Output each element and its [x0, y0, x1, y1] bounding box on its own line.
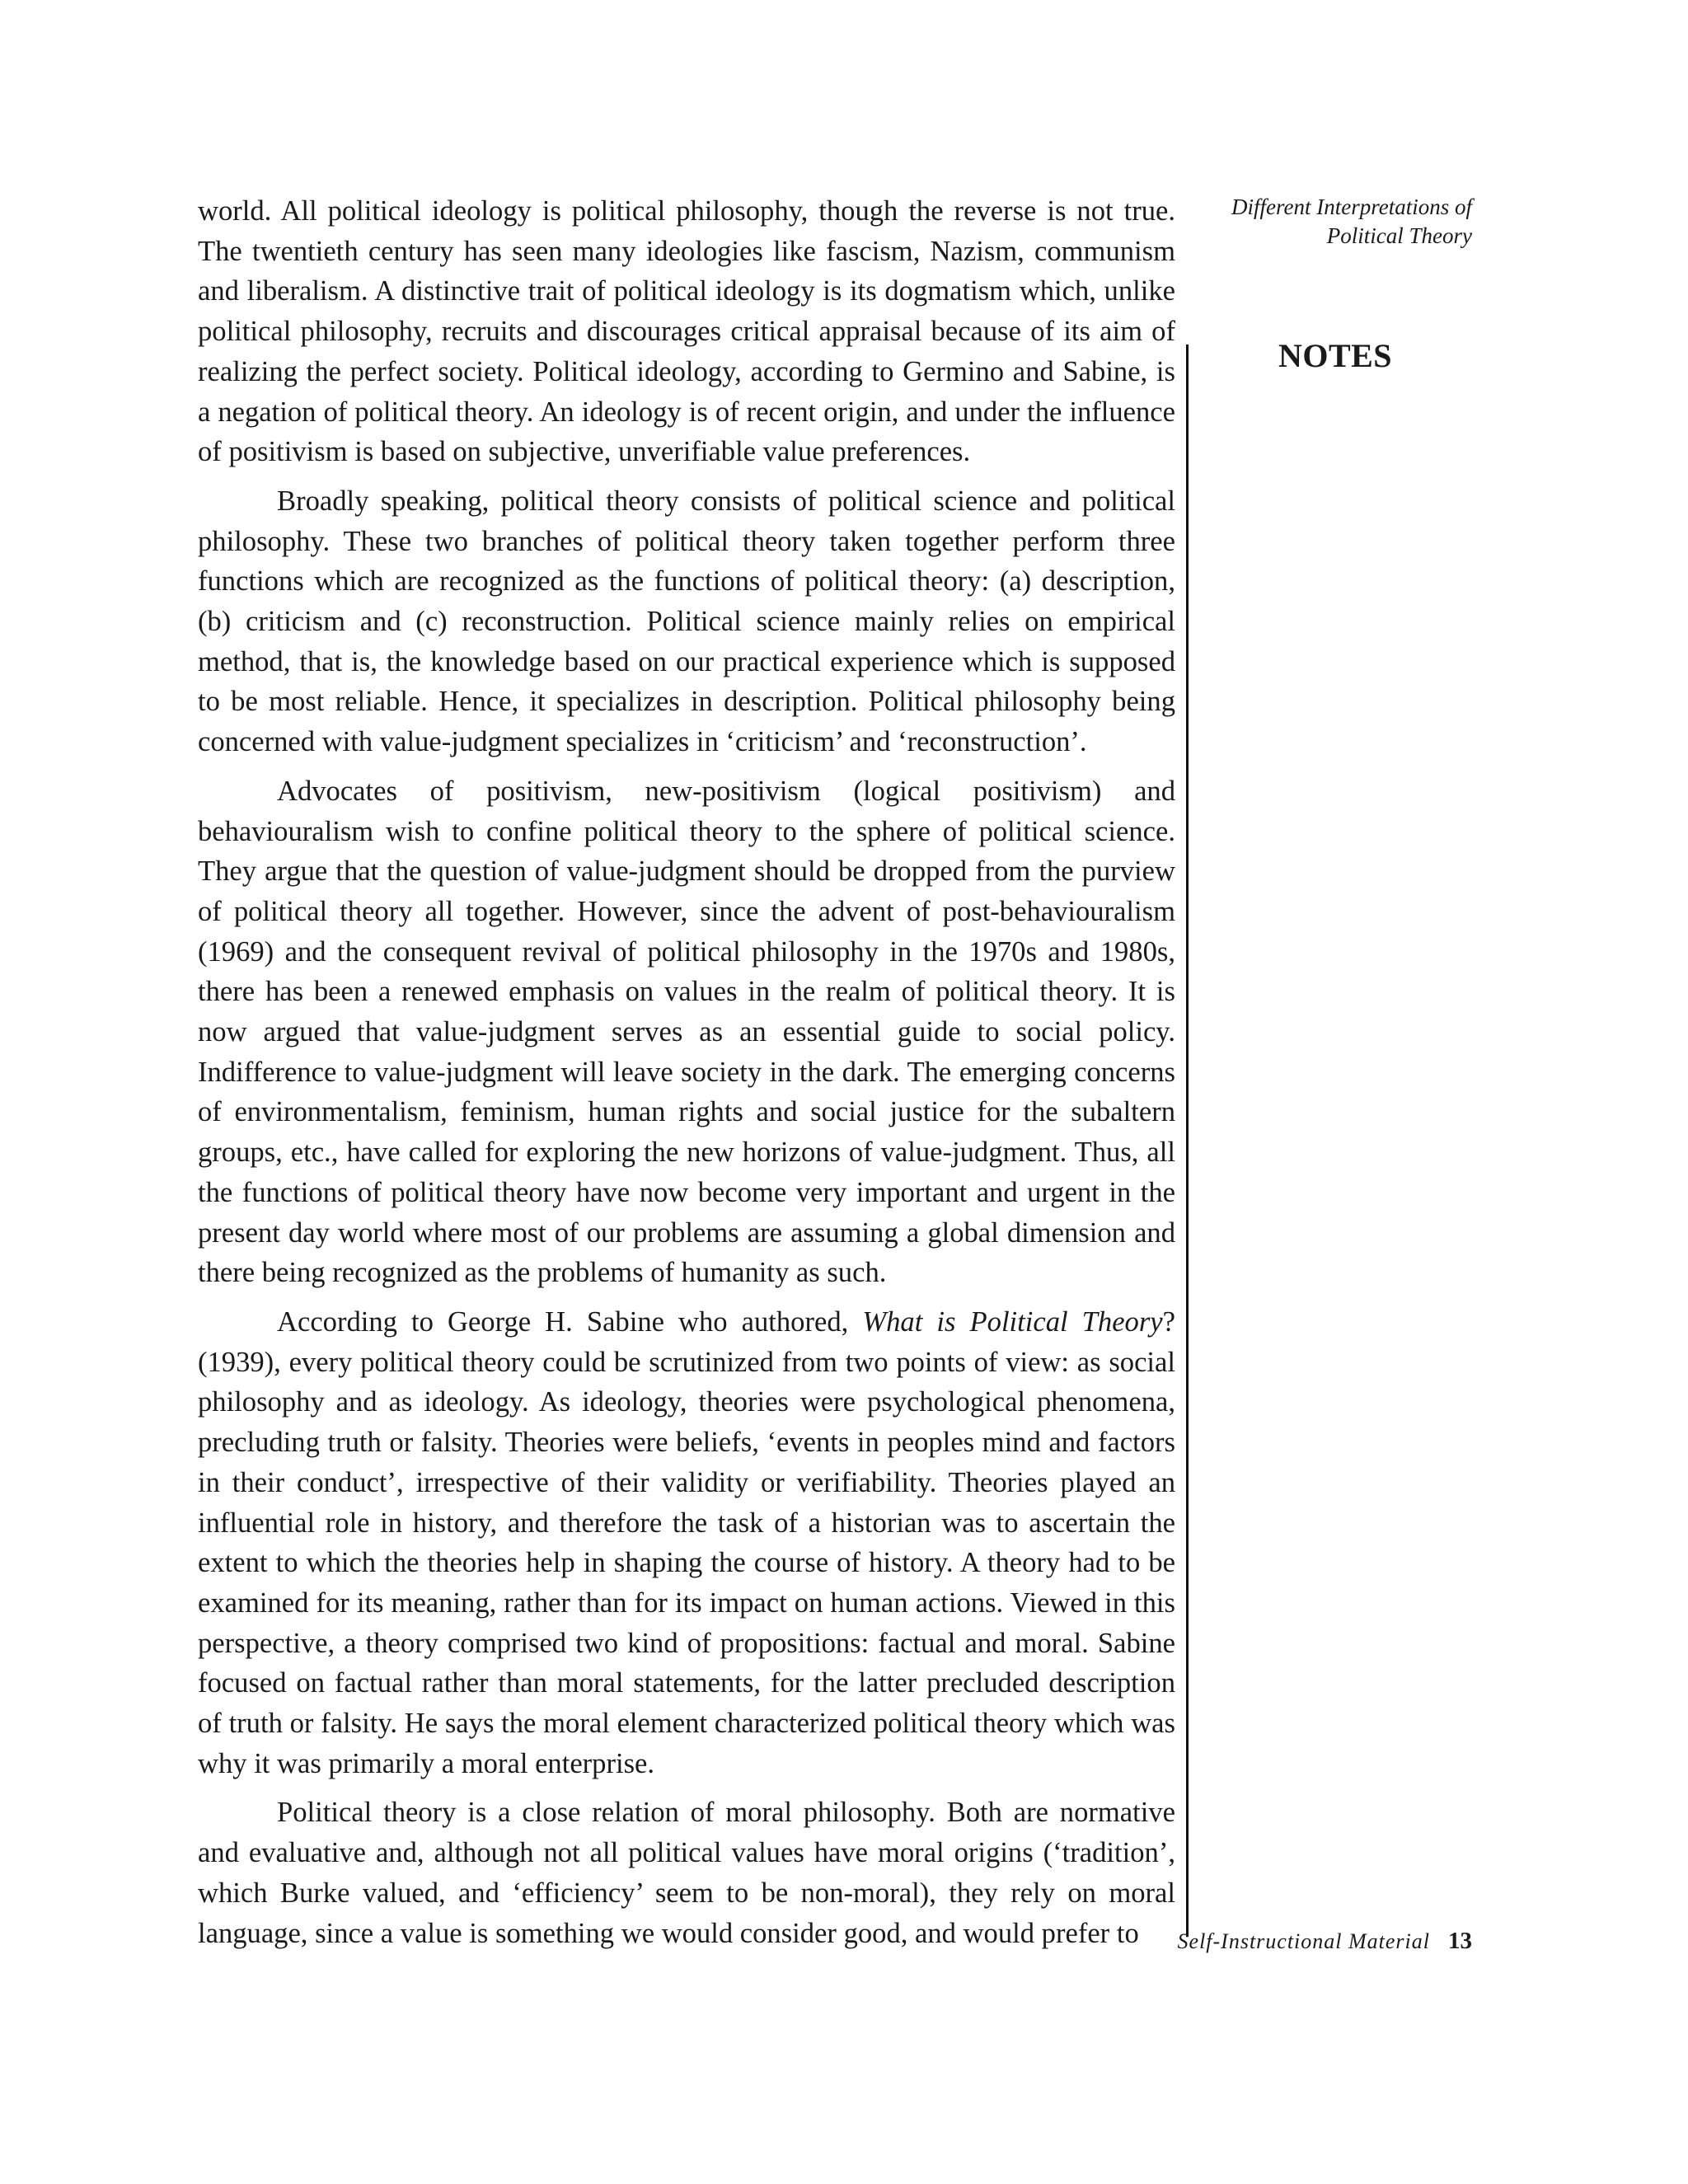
paragraph-1: world. All political ideology is political philosophy, though the reverse is not true. The twentieth century has seen many ideologies like fascism, Nazism, communism and liberalism. A distinctive trait of political ideology is its dogmatism which, unlike political philosophy, recruits and discourages critical appraisal because of its aim of realizing the perfect society. Political ideology, according to Germino and Sabine, is a negation of political theory. An ideology is of recent origin, and under the influence of positivism is based on subjective, unverifiable value preferences. [198, 195, 1175, 468]
paragraph-4-lead: According to George H. Sabine who authored, [277, 1305, 863, 1338]
running-head-line-1: Different Interpretations of [1231, 194, 1472, 219]
book-title: What is Political Theory [862, 1305, 1163, 1338]
notes-label: NOTES [1278, 337, 1393, 374]
paragraph-4-rest: ? (1939), every political theory could be scrutinized from two points of view: as social philosophy and as ideology. As ideology, theories were psychological phenomena, precluding truth or falsity. Theories were beliefs, ‘events in peoples mind and factors in their conduct’, irrespective of their validity or verifiability. Theories played an influential role in history, and therefore the task of a historian was to ascertain the extent to which the theories help in shaping the course of history. A theory had to be examined for its meaning, rather than for its impact on human actions. Viewed in this perspective, a theory comprised two kind of propositions: factual and moral. Sabine focused on factual rather than moral statements, for the latter precluded description of truth or falsity. He says the moral element characterized political theory which was why it was primarily a moral enterprise. [198, 1305, 1175, 1779]
paragraph-2: Broadly speaking, political theory consists of political science and political philosophy. These two branches of political theory taken together perform three functions which are recognized as the functions of political theory: (a) description, (b) criticism and (c) reconstruction. Political science mainly relies on empirical method, that is, the knowledge based on our practical experience which is supposed to be most reliable. Hence, it specializes in description. Political philosophy being concerned with value-judgment specializes in ‘criticism’ and ‘reconstruction’. [198, 485, 1175, 758]
footer-text: Self-Instructional Material [1177, 1929, 1430, 1953]
margin-divider-rule [1186, 344, 1189, 1937]
paragraph-5: Political theory is a close relation of moral philosophy. Both are normative and evaluative and, although not all political values have moral origins (‘tradition’, which Burke valued, and ‘efficiency’ seem to be non-moral), they rely on moral language, since a value is something we would consider good, and would prefer to [198, 1797, 1175, 1949]
page-footer [1137, 1927, 1472, 1956]
paragraph-3: Advocates of positivism, new-positivism (logical positivism) and behaviouralism wish to confine political theory to the sphere of political science. They argue that the question of value-judgment should be dropped from the purview of political theory all together. However, since the advent of post-behaviouralism (1969) and the consequent revival of political philosophy in the 1970s and 1980s, there has been a renewed emphasis on values in the realm of political theory. It is now argued that value-judgment serves as an essential guide to social policy. Indifference to value-judgment will leave society in the dark. The emerging concerns of environmentalism, feminism, human rights and social justice for the subaltern groups, etc., have called for exploring the new horizons of value-judgment. Thus, all the functions of political theory have now become very important and urgent in the present day world where most of our problems are assuming a global dimension and there being recognized as the problems of humanity as such. [198, 775, 1175, 1289]
running-head [1210, 193, 1472, 251]
running-head-line-2: Political Theory [1326, 223, 1472, 248]
main-text-column [198, 191, 1175, 1962]
page-number: 13 [1448, 1928, 1472, 1954]
paragraph-4 [198, 1302, 1175, 1783]
